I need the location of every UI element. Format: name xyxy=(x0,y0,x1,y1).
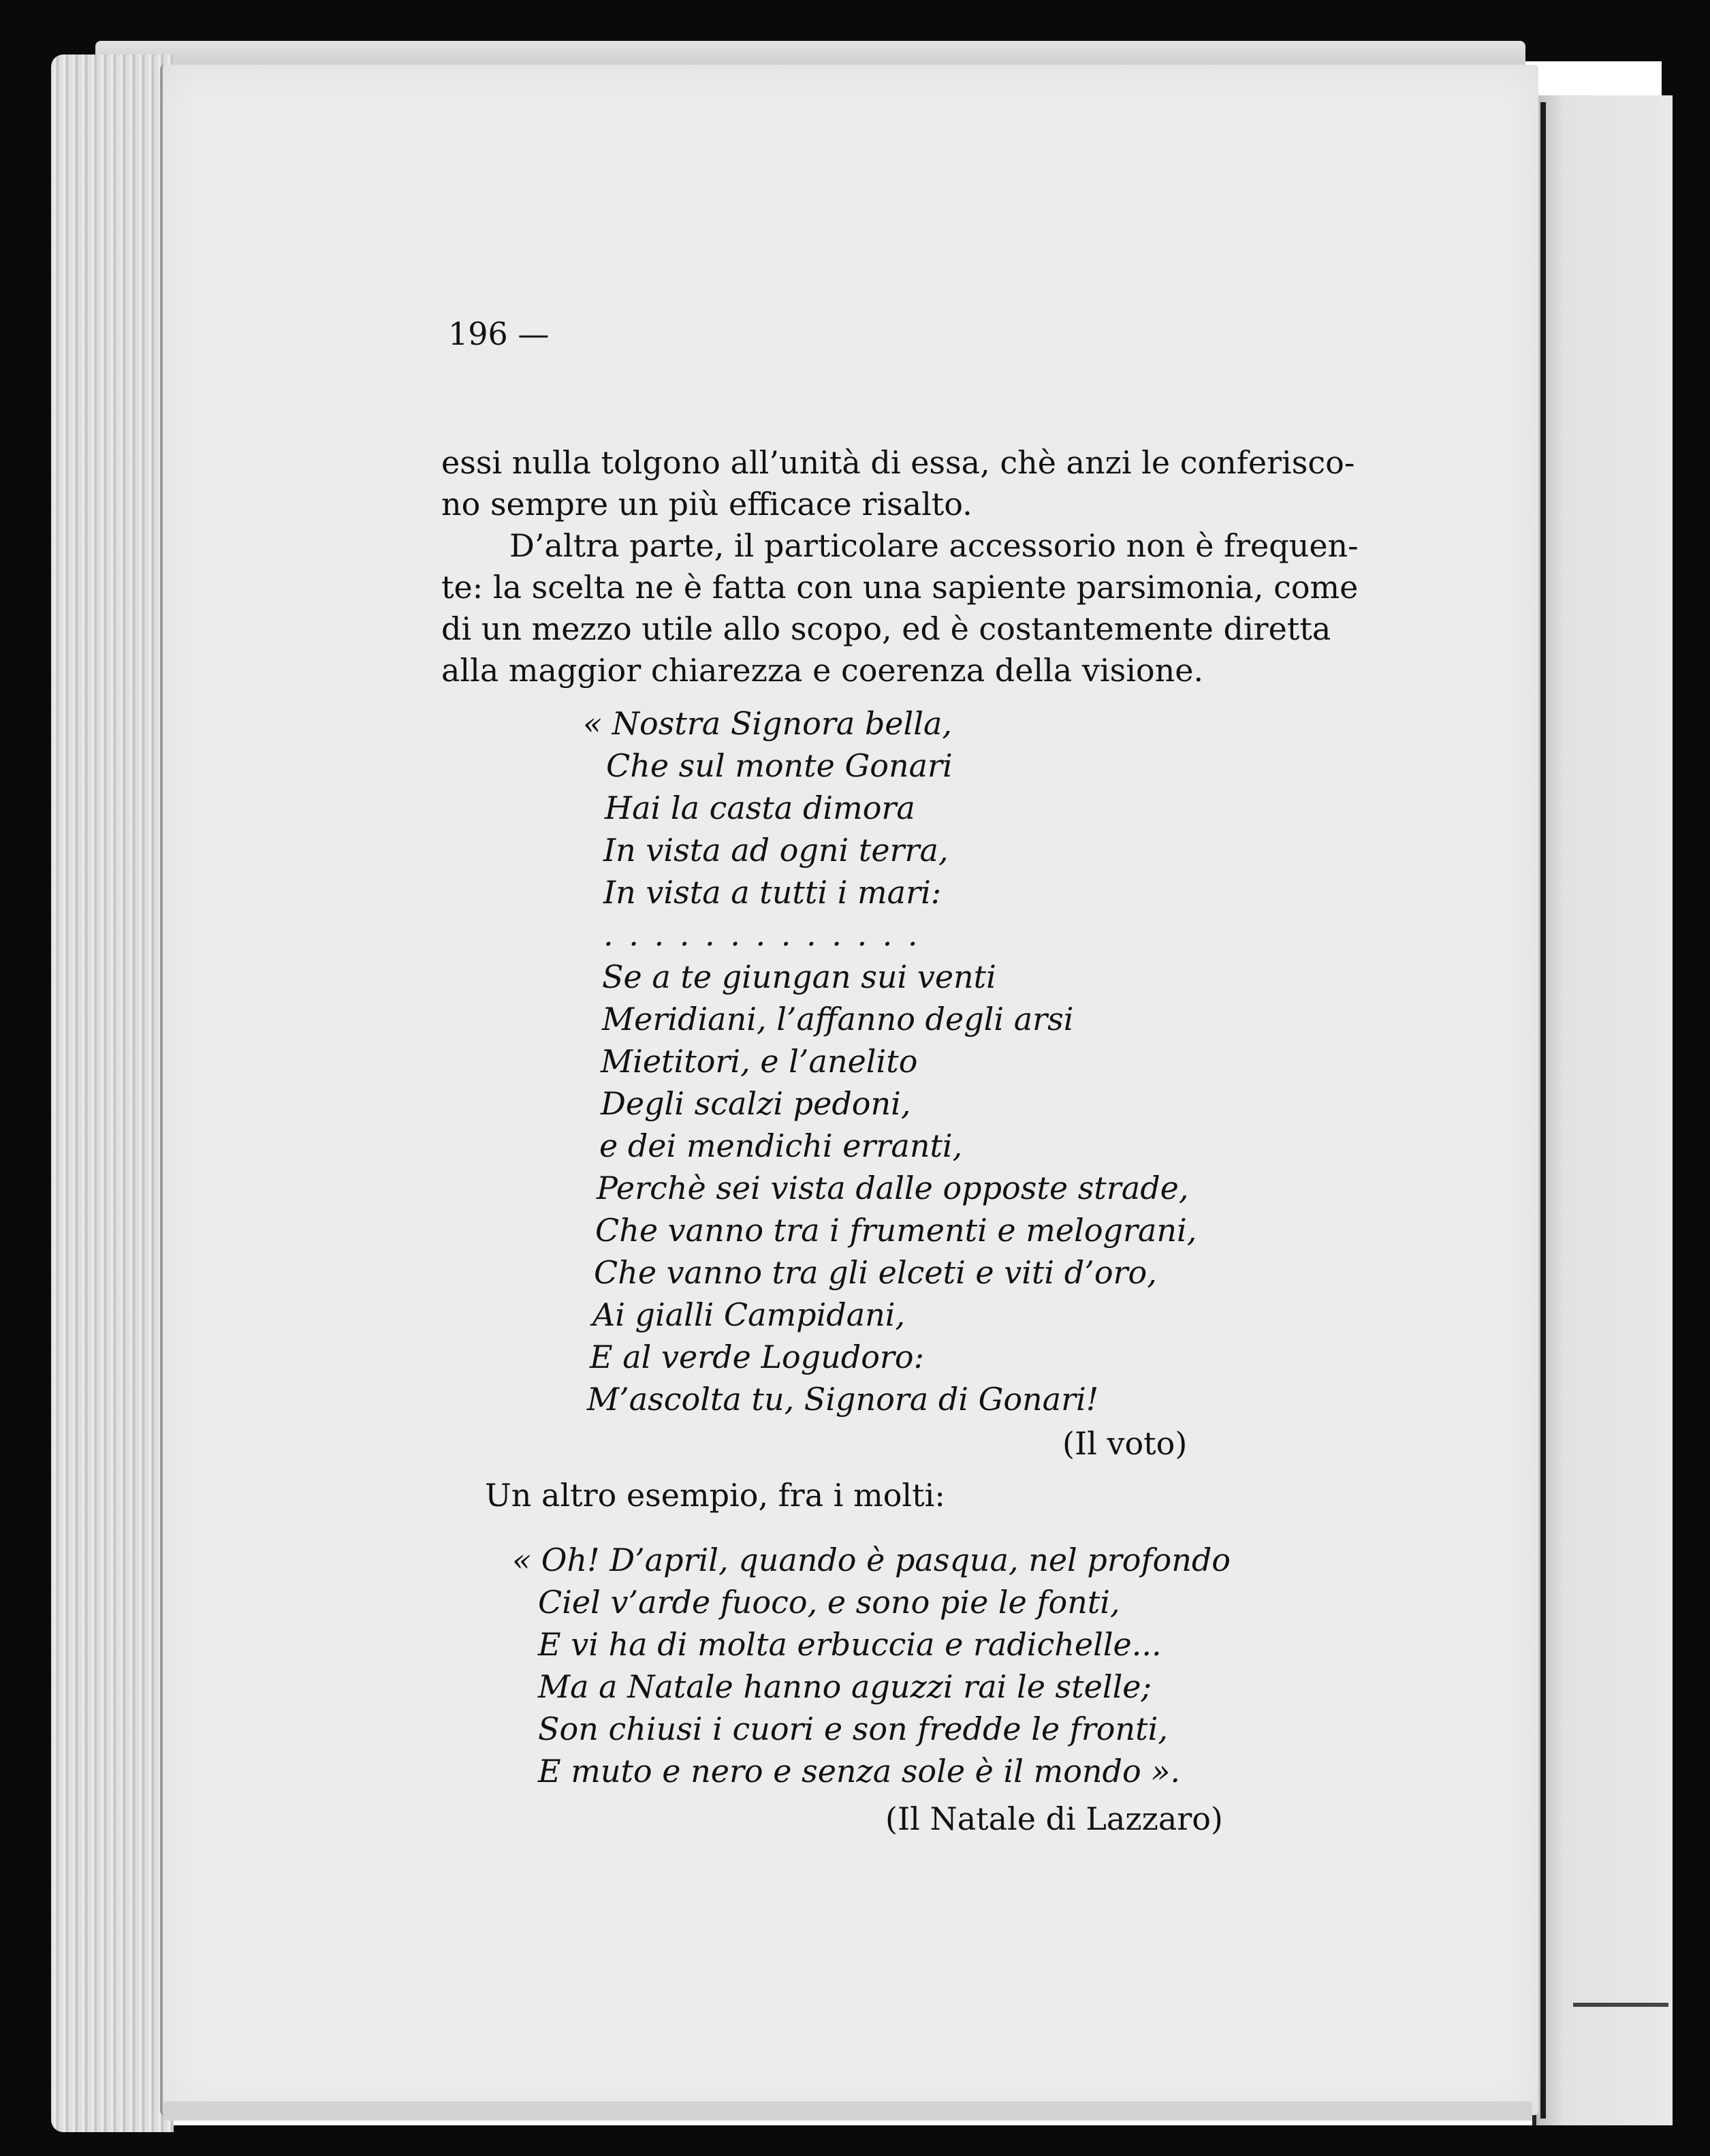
poem2-line: Ciel v’arde fuoco, e sono pie le fonti, xyxy=(538,1584,1120,1621)
book-page-stack xyxy=(51,54,174,2132)
poem1-line: Ai gialli Campidani, xyxy=(592,1296,906,1333)
poem1-line: Se a te giungan sui venti xyxy=(602,958,996,995)
poem1-line: Degli scalzi pedoni, xyxy=(601,1085,911,1122)
poem1-line: « Nostra Signora bella, xyxy=(583,705,953,742)
poem2-line: « Oh! D’april, quando è pasqua, nel profondo xyxy=(512,1542,1231,1578)
scan-border-left xyxy=(0,0,54,2156)
poem1-source: (Il voto) xyxy=(1062,1425,1188,1462)
poem2-line: E vi ha di molta erbuccia e radichelle... xyxy=(538,1626,1162,1663)
prose-line-1: essi nulla tolgono all’unità di essa, chè anzi le conferisco- xyxy=(441,444,1355,481)
scan-border-bottom xyxy=(0,2125,1710,2156)
transition-line: Un altro esempio, fra i molti: xyxy=(485,1477,945,1514)
book-gutter xyxy=(1540,102,1546,2119)
page-number: 196 — xyxy=(448,315,550,352)
poem1-line: Che sul monte Gonari xyxy=(606,747,953,784)
poem1-line: M’ascolta tu, Signora di Gonari! xyxy=(587,1381,1099,1418)
prose-line-3: D’altra parte, il particolare accessorio non è frequen- xyxy=(509,527,1359,564)
poem1-line: E al verde Logudoro: xyxy=(590,1339,925,1375)
facing-page-edge xyxy=(1532,95,1673,2125)
poem2-line: Ma a Natale hanno aguzzi rai le stelle; xyxy=(538,1668,1152,1705)
facing-page-rule xyxy=(1573,2003,1668,2007)
prose-line-2: no sempre un più efficace risalto. xyxy=(441,486,972,522)
poem1-line: Hai la casta dimora xyxy=(605,790,915,826)
poem1-line: Meridiani, l’affanno degli arsi xyxy=(602,1001,1074,1037)
prose-line-5: di un mezzo utile allo scopo, ed è costantemente diretta xyxy=(441,610,1331,647)
poem2-source: (Il Natale di Lazzaro) xyxy=(885,1800,1223,1837)
poem1-line: Che vanno tra gli elceti e viti d’oro, xyxy=(594,1254,1157,1291)
poem1-line: Perchè sei vista dalle opposte strade, xyxy=(597,1170,1189,1206)
poem1-line: Mietitori, e l’anelito xyxy=(601,1043,918,1080)
poem2-line: Son chiusi i cuori e son fredde le fronti, xyxy=(538,1710,1168,1747)
poem1-line: e dei mendichi erranti, xyxy=(599,1127,963,1164)
poem1-ellipsis: . . . . . . . . . . . . . xyxy=(603,916,921,953)
page-bottom-edge xyxy=(163,2102,1532,2121)
poem1-line: Che vanno tra i frumenti e melograni, xyxy=(595,1212,1197,1249)
poem1-line: In vista a tutti i mari: xyxy=(603,874,942,911)
poem1-line: In vista ad ogni terra, xyxy=(603,832,949,869)
prose-line-6: alla maggior chiarezza e coerenza della visione. xyxy=(441,652,1204,689)
poem2-line: E muto e nero e senza sole è il mondo ». xyxy=(538,1753,1181,1790)
prose-line-4: te: la scelta ne è fatta con una sapiente parsimonia, come xyxy=(441,569,1359,606)
